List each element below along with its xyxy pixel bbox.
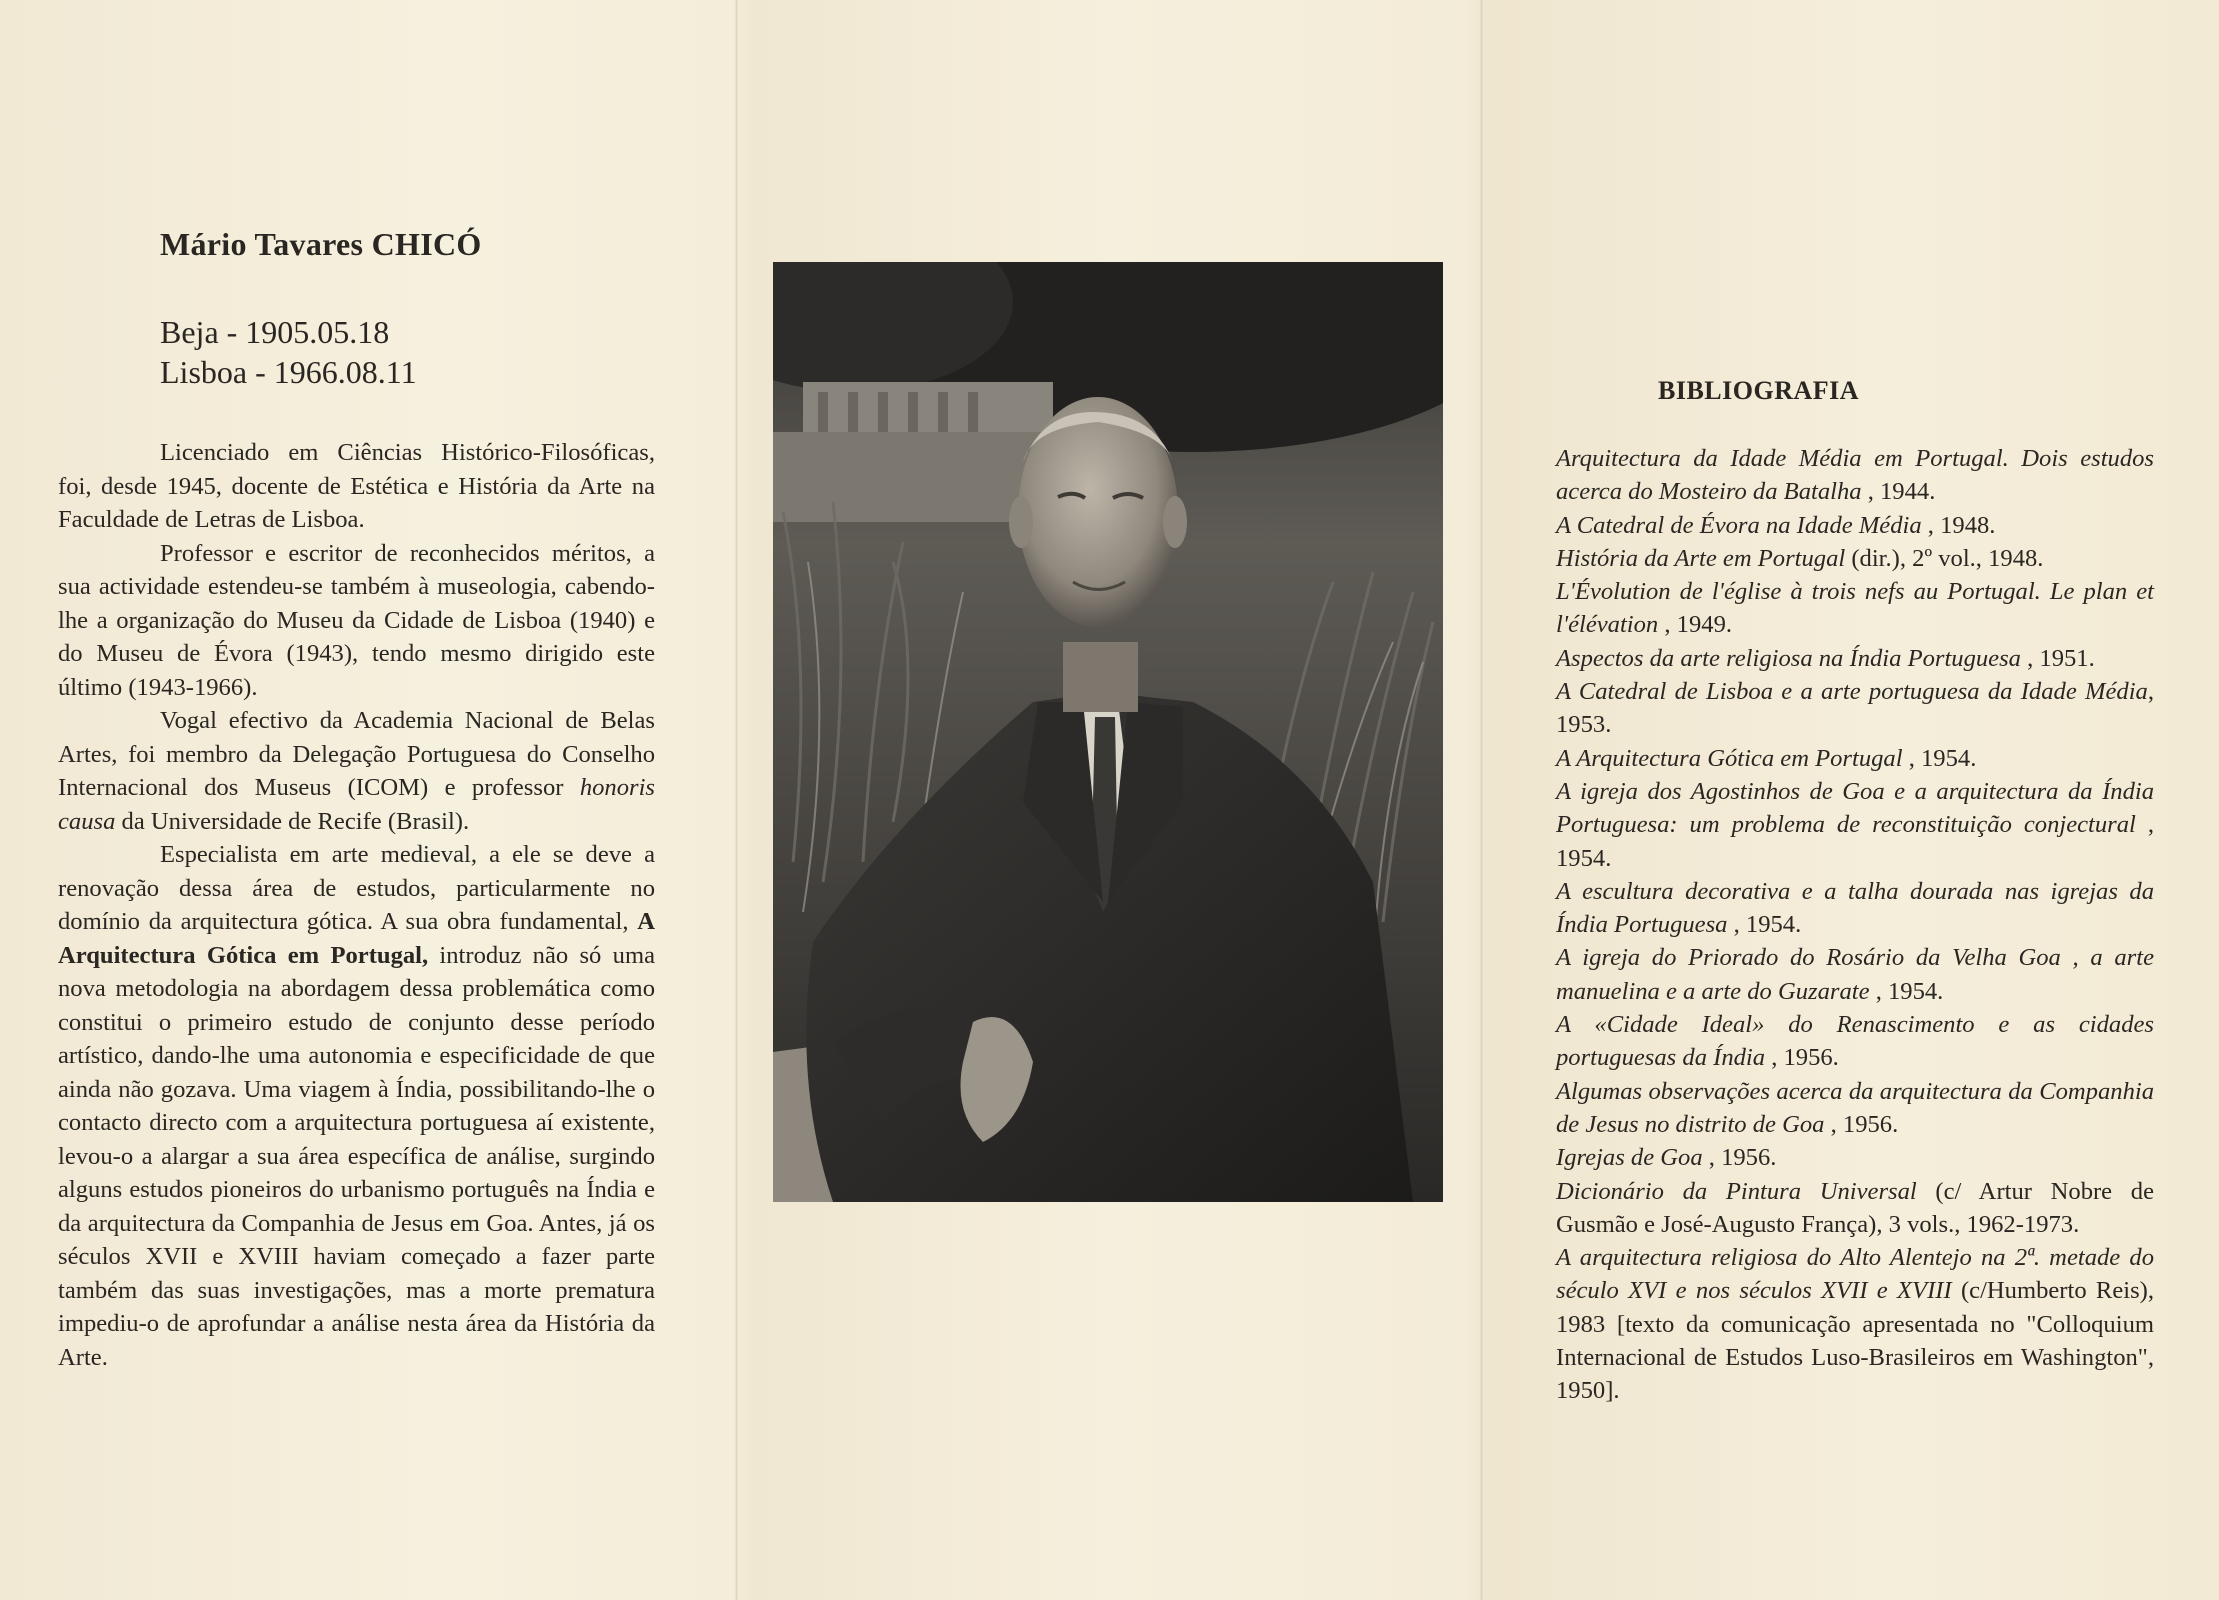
entry-details: , 1954.	[1556, 811, 2154, 872]
bibliography-entry	[1556, 642, 2154, 675]
entry-title: Algumas observações acerca da arquitectura da Companhia de Jesus no distrito de Goa	[1556, 1077, 2154, 1138]
entry-title: A «Cidade Ideal» do Renascimento e as cidades portuguesas da Índia	[1556, 1011, 2154, 1072]
portrait-illustration	[773, 262, 1443, 1202]
bibliography-entry	[1556, 575, 2154, 642]
bio-text: da Universidade de Recife (Brasil).	[115, 807, 470, 835]
entry-details: , 1954.	[1869, 977, 1944, 1005]
entry-details: , 1953.	[1556, 678, 2154, 739]
bibliography-title: BIBLIOGRAFIA	[1658, 376, 1860, 405]
entry-title: Dicionário da Pintura Universal	[1556, 1177, 1917, 1205]
entry-details: , 1948.	[1921, 511, 1996, 539]
bibliography-entry	[1556, 875, 2154, 942]
biography	[58, 436, 655, 1374]
entry-details: , 1956.	[1765, 1044, 1839, 1072]
bibliography-entry	[1556, 1175, 2154, 1242]
entry-title: Aspectos da arte religiosa na Índia Portuguesa	[1556, 644, 2021, 672]
bio-paragraph: Licenciado em Ciências Histórico-Filosóficas, foi, desde 1945, docente de Estética e História da Arte na Faculdade de Letras de Lisboa.	[58, 439, 655, 533]
entry-details: , 1944.	[1861, 478, 1936, 506]
bio-bold-text: A Arquitectura Gótica em Portugal,	[58, 908, 655, 969]
entry-title: Arquitectura da Idade Média em Portugal. Dois estudos acerca do Mosteiro da Batalha	[1556, 445, 2154, 506]
entry-details: , 1956.	[1702, 1144, 1777, 1172]
entry-details: , 1954.	[1902, 744, 1977, 772]
bibliography-entry	[1556, 1241, 2154, 1407]
bibliography-entry	[1556, 742, 2154, 775]
entry-details: , 1956.	[1824, 1110, 1899, 1138]
person-name: Mário Tavares CHICÓ	[160, 226, 482, 262]
bibliography-list	[1556, 442, 2154, 1408]
bibliography-entry	[1556, 442, 2154, 509]
entry-title: A escultura decorativa e a talha dourada nas igrejas da Índia Portuguesa	[1556, 877, 2154, 939]
bio-paragraph	[58, 704, 655, 838]
entry-details: (c/Humberto Reis), 1983 [texto da comunicação apresentada no "Colloquium Internacional de Estudos Luso-Brasileiros em Washington", 1950].	[1556, 1277, 2154, 1405]
entry-details: (dir.), 2º vol., 1948.	[1845, 544, 2044, 572]
entry-title: A igreja do Priorado do Rosário da Velha Goa , a arte manuelina e a arte do Guzarate	[1556, 944, 2154, 1005]
portrait-photo	[773, 262, 1443, 1202]
bio-paragraph	[58, 838, 655, 1374]
birth-date: Beja - 1905.05.18	[160, 314, 390, 350]
bibliography-entry	[1556, 509, 2154, 542]
entry-details: , 1951.	[2020, 644, 2095, 672]
entry-title: A Arquitectura Gótica em Portugal	[1556, 744, 1903, 772]
entry-title: A arquitectura religiosa do Alto Alentejo na 2ª. metade do século XVI e nos séculos XVII e XVIII	[1556, 1244, 2154, 1305]
person-dates	[160, 312, 417, 392]
bio-paragraph: Professor e escritor de reconhecidos méritos, a sua actividade estendeu-se também à museologia, cabendo-lhe a organização do Museu da Cidade de Lisboa (1940) e do Museu de Évora (1943), tendo mesmo dirigido este último (1943-1966).	[58, 539, 655, 701]
bio-text: Vogal efectivo da Academia Nacional de Belas Artes, foi membro da Delegação Portuguesa do Conselho Internacional dos Museus (ICOM) e professor	[58, 707, 655, 801]
entry-details: , 1954.	[1727, 911, 1802, 939]
entry-title: L'Évolution de l'église à trois nefs au Portugal. Le plan et l'élévation	[1556, 578, 2154, 639]
bio-text: Especialista em arte medieval, a ele se deve a renovação dessa área de estudos, particularmente no domínio da arquitectura gótica. A sua obra fundamental,	[58, 841, 655, 935]
death-date: Lisboa - 1966.08.11	[160, 354, 417, 390]
bibliography-entry	[1556, 675, 2154, 742]
bibliography-entry	[1556, 1008, 2154, 1075]
bio-text: introduz não só uma nova metodologia na abordagem dessa problemática como constitui o primeiro estudo de conjunto desse período artístico, dando-lhe uma autonomia e especificidade de que ainda não gozava. Uma viagem à Índia, possibilitando-lhe o contacto directo com a arquitectura portuguesa aí existente, levou-o a alargar a sua área específica de análise, surgindo alguns estudos pioneiros do urbanismo português na Índia e da arquitectura da Companhia de Jesus em Goa. Antes, já os séculos XVII e XVIII haviam começado a fazer parte também das suas investigações, mas a morte prematura impediu-o de aprofundar a análise nesta área da História da Arte.	[58, 941, 655, 1371]
entry-title: A Catedral de Évora na Idade Média	[1556, 511, 1922, 539]
entry-title: Igrejas de Goa	[1556, 1144, 1703, 1172]
bibliography-entry	[1556, 1075, 2154, 1142]
entry-title: A igreja dos Agostinhos de Goa e a arquitectura da Índia Portuguesa: um problema de reconstituição conjectural	[1556, 777, 2154, 839]
entry-details: , 1949.	[1658, 611, 1733, 639]
entry-details: (c/ Artur Nobre de Gusmão e José-Augusto França), 3 vols., 1962-1973.	[1556, 1177, 2154, 1238]
entry-title: História da Arte em Portugal	[1556, 544, 1846, 572]
fold-line	[735, 0, 738, 1600]
bibliography-entry	[1556, 775, 2154, 875]
bibliography-entry	[1556, 941, 2154, 1008]
fold-line	[1480, 0, 1483, 1600]
bibliography-entry	[1556, 1141, 2154, 1174]
bibliography-entry	[1556, 542, 2154, 575]
bio-italic-text: honoris causa	[58, 774, 655, 835]
entry-title: A Catedral de Lisboa e a arte portuguesa da Idade Média	[1556, 678, 2148, 706]
